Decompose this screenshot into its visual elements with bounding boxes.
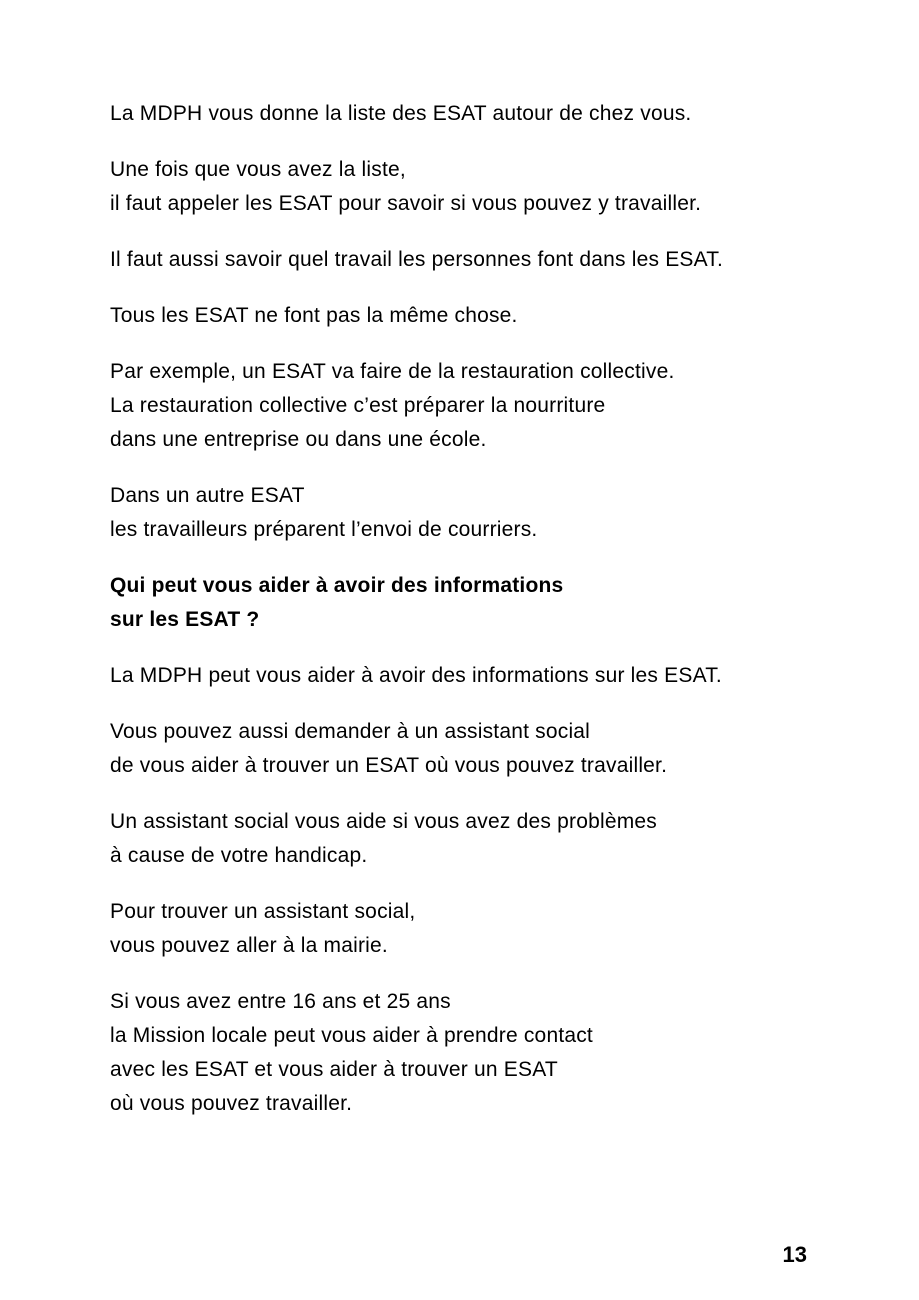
- paragraph: Une fois que vous avez la liste, il faut appeler les ESAT pour savoir si vous pouvez y travailler.: [110, 158, 702, 215]
- paragraph: Tous les ESAT ne font pas la même chose.: [110, 304, 518, 327]
- paragraph: Vous pouvez aussi demander à un assistant social de vous aider à trouver un ESAT où vous pouvez travailler.: [110, 720, 668, 777]
- document-body: [110, 97, 870, 1143]
- paragraph: Par exemple, un ESAT va faire de la restauration collective. La restauration collective c’est préparer la nourriture dans une entreprise ou dans une école.: [110, 360, 675, 451]
- paragraph: La MDPH vous donne la liste des ESAT autour de chez vous.: [110, 102, 692, 125]
- paragraph: Un assistant social vous aide si vous avez des problèmes à cause de votre handicap.: [110, 810, 657, 867]
- paragraph: Il faut aussi savoir quel travail les personnes font dans les ESAT.: [110, 248, 723, 271]
- paragraph: La MDPH peut vous aider à avoir des informations sur les ESAT.: [110, 664, 722, 687]
- section-heading: Qui peut vous aider à avoir des informations sur les ESAT ?: [110, 574, 564, 631]
- paragraph: Si vous avez entre 16 ans et 25 ans la Mission locale peut vous aider à prendre contact avec les ESAT et vous aider à trouver un ESAT où vous pouvez travailler.: [110, 990, 593, 1115]
- page-number: 13: [782, 1242, 807, 1267]
- paragraph: Dans un autre ESAT les travailleurs préparent l’envoi de courriers.: [110, 484, 538, 541]
- paragraph: Pour trouver un assistant social, vous pouvez aller à la mairie.: [110, 900, 416, 957]
